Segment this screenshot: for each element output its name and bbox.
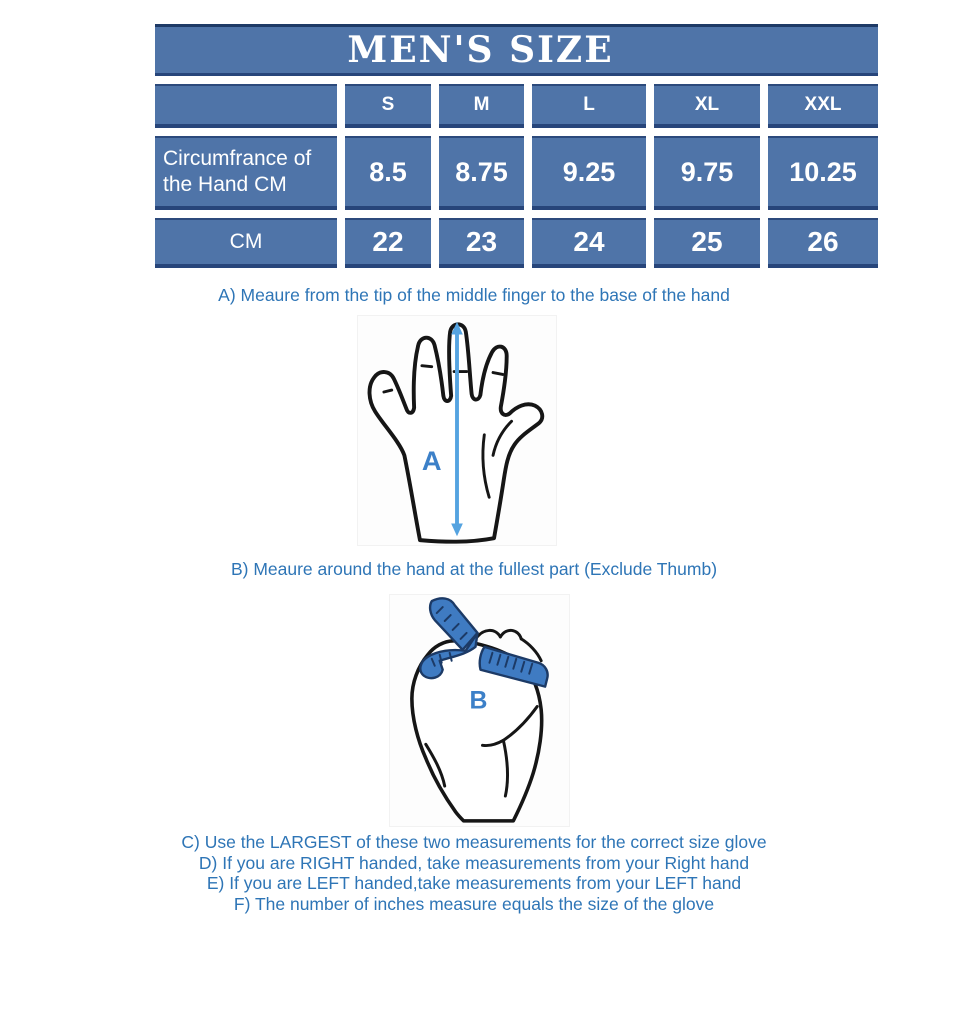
table-title-bar — [155, 24, 878, 76]
cm-value-l: 24 — [532, 218, 646, 268]
hand-a-label: A — [421, 444, 442, 476]
size-header-l: L — [532, 84, 646, 128]
instruction-b: B) Meaure around the hand at the fullest part (Exclude Thumb) — [230, 559, 718, 579]
cm-value-xxl: 26 — [768, 218, 878, 268]
size-header-m: M — [439, 84, 524, 128]
size-header-s: S — [345, 84, 431, 128]
table-corner-cell — [155, 84, 337, 128]
cm-value-s: 22 — [345, 218, 431, 268]
size-header-xxl: XXL — [768, 84, 878, 128]
open-hand-illustration — [358, 316, 556, 545]
fist-b-label: B — [469, 686, 488, 715]
circumference-value-xl: 9.75 — [654, 136, 760, 210]
fist-illustration — [390, 595, 569, 826]
circumference-value-m: 8.75 — [439, 136, 524, 210]
instruction-d: D) If you are RIGHT handed, take measurements from your Right hand — [198, 852, 750, 873]
table-grid — [155, 84, 878, 268]
cm-value-m: 23 — [439, 218, 524, 268]
instruction-f: F) The number of inches measure equals the size of the glove — [233, 893, 715, 914]
hand-circumference-diagram — [389, 594, 570, 827]
instruction-e: E) If you are LEFT handed,take measurements from your LEFT hand — [206, 873, 742, 893]
circumference-value-xxl: 10.25 — [768, 136, 878, 210]
table-title: MEN'S SIZE — [347, 29, 614, 71]
hand-length-diagram — [357, 315, 557, 546]
cm-row-label: CM — [155, 218, 337, 268]
circumference-value-s: 8.5 — [345, 136, 431, 210]
circumference-row-label: Circumfrance of the Hand CM — [155, 136, 337, 210]
size-header-xl: XL — [654, 84, 760, 128]
mens-size-table — [155, 24, 878, 268]
circumference-value-l: 9.25 — [532, 136, 646, 210]
instruction-list — [0, 832, 948, 914]
cm-value-xl: 25 — [654, 218, 760, 268]
instruction-c: C) Use the LARGEST of these two measurements for the correct size glove — [181, 832, 767, 852]
instruction-a: A) Meaure from the tip of the middle finger to the base of the hand — [218, 285, 730, 305]
